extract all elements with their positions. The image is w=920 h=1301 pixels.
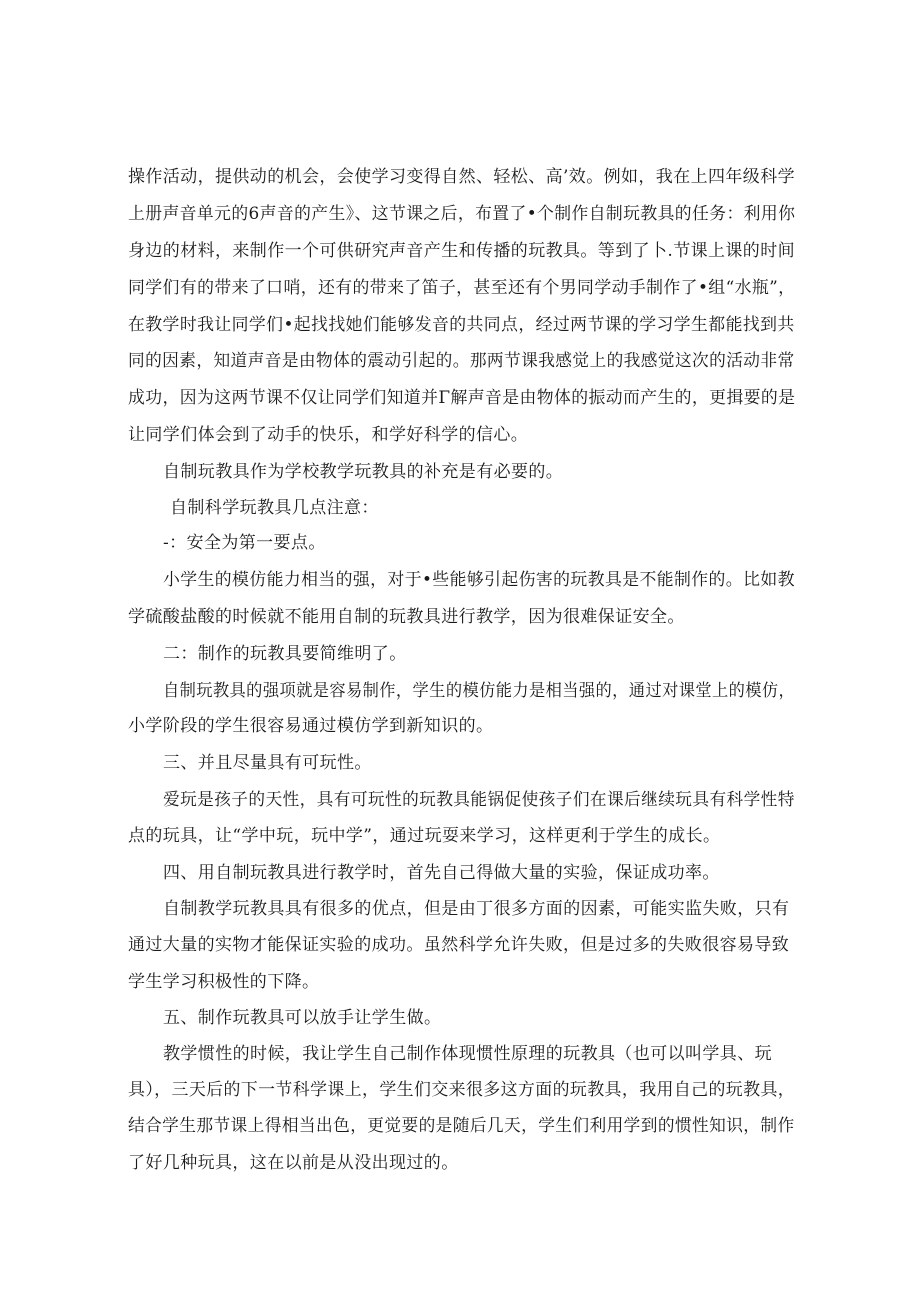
point-4-title: 四、用自制玩教具进行教学时，首先自己得做大量的实验，保证成功率。 xyxy=(163,863,720,883)
paragraph-1-line-6: 同的因素，知道声音是由物体的震动引起的。那两节课我感觉上的我感觉这次的活动非常 xyxy=(128,351,795,371)
point-1-title: -：安全为第一要点。 xyxy=(163,533,326,553)
point-2-title: 二：制作的玩教具要简维明了。 xyxy=(163,644,407,664)
paragraph-1-line-3: 身边的材料，来制作一个可供研究声音产生和传播的玩教具。等到了卜.节课上课的时间 xyxy=(128,241,796,261)
point-3-title: 三、并且尽量具有可玩性。 xyxy=(163,753,372,773)
paragraph-1-line-4: 同学们有的带来了口哨，还有的带来了笛子，甚至还有个男同学动手制作了•组“水瓶”， xyxy=(128,278,796,298)
paragraph-2: 自制玩教具作为学校教学玩教具的补充是有必要的。 xyxy=(163,462,564,482)
point-4-body-line-2: 通过大量的实物才能保证实验的成功。虽然科学允许失败，但是过多的失败很容易导致 xyxy=(128,935,790,955)
point-2-body-line-1: 自制玩教具的强项就是容易制作，学生的模仿能力是相当强的，通过对课堂上的模仿， xyxy=(163,681,796,701)
point-3-body-line-2: 点的玩具，让“学中玩，玩中学”，通过玩耍来学习，这样更利于学生的成长。 xyxy=(128,826,721,846)
notes-heading: 自制科学玩教具几点注意： xyxy=(170,498,379,518)
point-5-body-line-2: 具），三天后的下一节科学课上，学生们交来很多这方面的玩教具，我用自己的玩教具， xyxy=(128,1080,796,1100)
point-2-body-line-2: 小学阶段的学生很容易通过模仿学到新知识的。 xyxy=(128,716,494,736)
point-4-body-line-1: 自制教学玩教具具有很多的优点，但是由丁很多方面的因素，可能实监失败，只有 xyxy=(163,899,790,919)
point-3-body-line-1: 爱玩是孩子的天性，具有可玩性的玩教具能锅促使孩子们在课后继续玩具有科学性特 xyxy=(163,790,795,810)
point-5-body-line-3: 结合学生那节课上得相当出色，更觉要的是随后几天，学生们利用学到的惯性知识，制作 xyxy=(128,1116,795,1136)
point-4-body-line-3: 学生学习积极性的下降。 xyxy=(128,972,320,992)
point-5-body-line-1: 教学惯性的时候，我让学生自己制作体现惯性原理的玩教具（也可以叫学具、玩 xyxy=(163,1044,772,1064)
point-5-body-line-4: 了好几种玩具，这在以前是从没出现过的。 xyxy=(128,1153,459,1173)
point-1-body-line-1: 小学生的模仿能力相当的强，对于•些能够引起伤害的玩教具是不能制作的。比如教 xyxy=(163,570,795,590)
paragraph-1-line-5: 在教学时我让同学们•起找找她们能够发音的共同点，经过两节课的学习学生都能找到共 xyxy=(128,315,795,335)
point-5-title: 五、制作玩教具可以放手让学生做。 xyxy=(163,1008,442,1028)
paragraph-1-line-2: 上册声音单元的6声音的产生》、这节课之后，布置了•个制作自制玩教具的任务：利用你 xyxy=(128,204,796,224)
paragraph-1-line-7: 成功，因为这两节课不仅让同学们知道并Γ解声音是由物体的振动而产生的，更揖要的是 xyxy=(128,388,796,408)
point-1-body-line-2: 学硫酸盐酸的时候就不能用自制的玩教具进行教学，因为很难保证安全。 xyxy=(128,607,685,627)
paragraph-1-line-8: 让同学们体会到了动手的快乐，和学好科学的信心。 xyxy=(128,425,529,445)
paragraph-1-line-1: 操作活动，提供动的机会，会使学习变得自然、轻松、高’效。例如，我在上四年级科学 xyxy=(128,167,796,187)
